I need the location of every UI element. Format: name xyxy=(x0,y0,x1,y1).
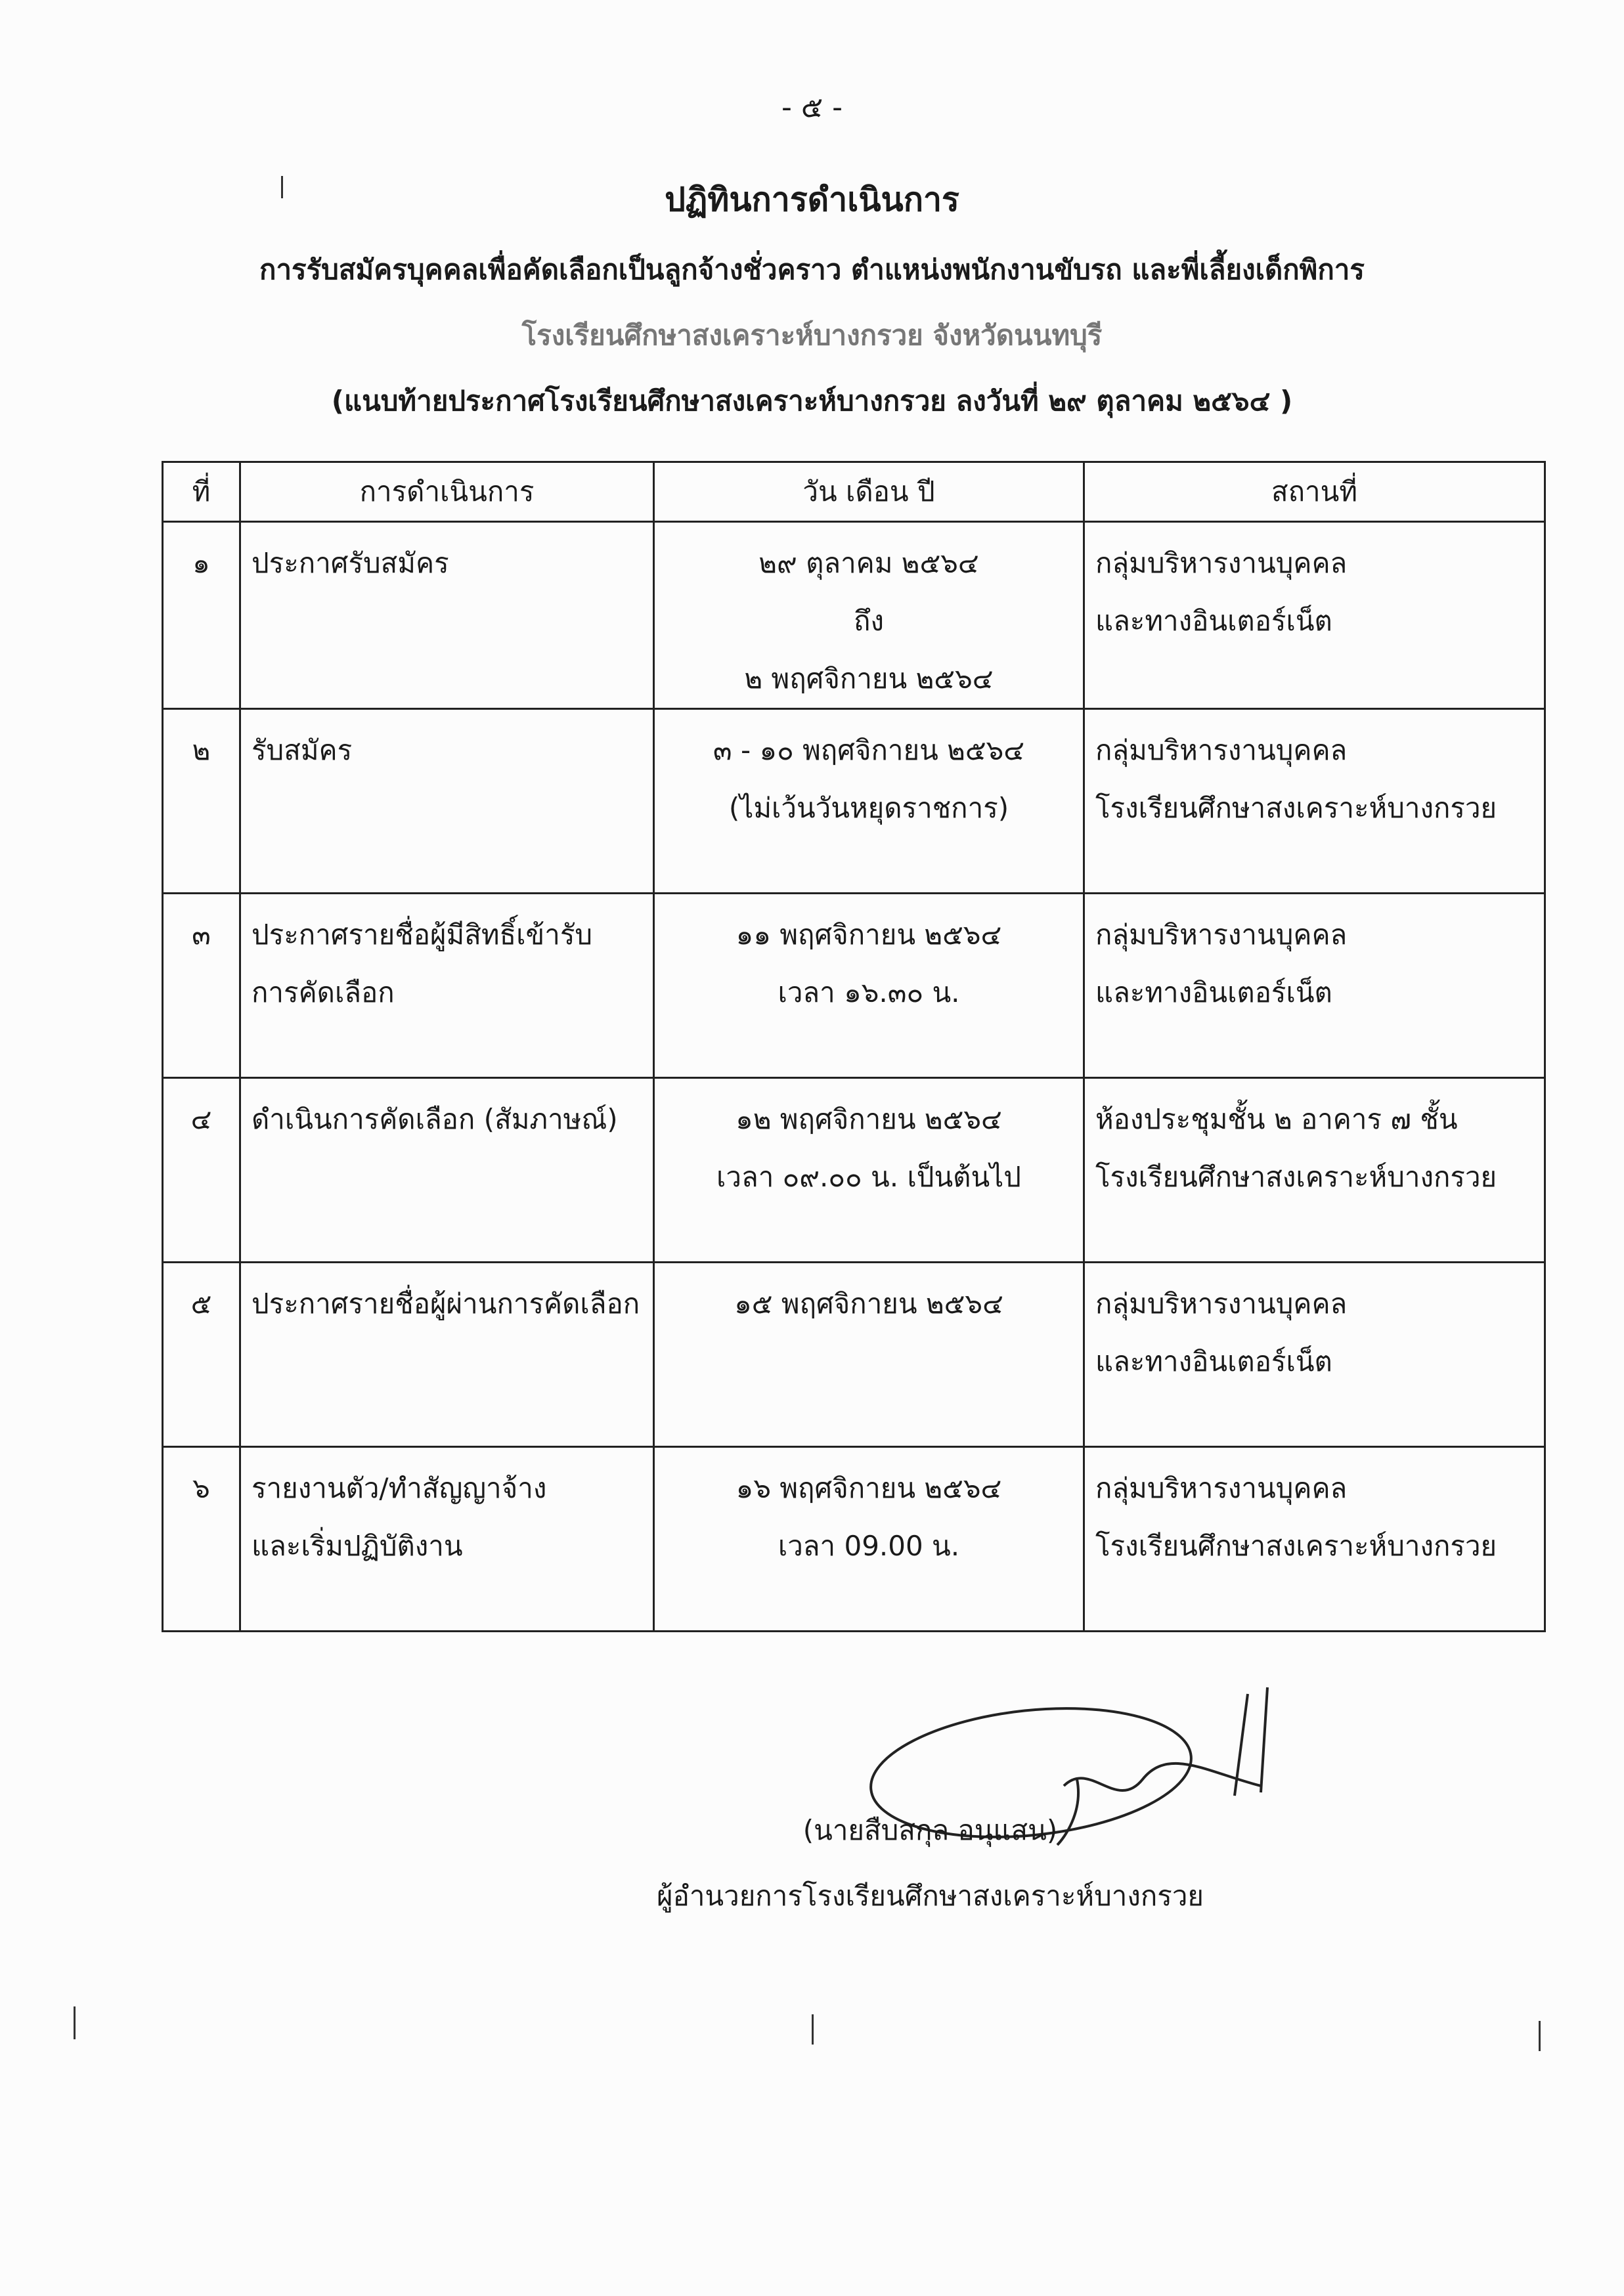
cell-place xyxy=(1084,522,1545,709)
header-subtitle: การรับสมัครบุคคลเพื่อคัดเลือกเป็นลูกจ้างชั่วคราว ตำแหน่งพนักงานขับรถ และพี่เลี้ยงเด็กพิการ xyxy=(259,253,1365,286)
cell-place-line: และทางอินเตอร์เน็ต xyxy=(1095,976,1332,1008)
cell-date-line: เวลา ๑๖.๓๐ น. xyxy=(778,976,960,1008)
table-row xyxy=(163,709,1545,894)
cell-no: ๖ xyxy=(163,1447,240,1632)
cell-date-line: ๑๖ พฤศจิกายน ๒๕๖๔ xyxy=(735,1472,1002,1504)
cell-action-line: และเริ่มปฏิบัติงาน xyxy=(252,1530,463,1562)
cell-place-line: กลุ่มบริหารงานบุคคล xyxy=(1095,1288,1348,1320)
scan-mark xyxy=(812,2014,814,2045)
cell-place-line: โรงเรียนศึกษาสงเคราะห์บางกรวย xyxy=(1095,792,1497,824)
cell-action xyxy=(240,1447,654,1632)
cell-date-line: (ไม่เว้นวันหยุดราชการ) xyxy=(728,792,1009,824)
cell-action xyxy=(240,894,654,1078)
header-no: ที่ xyxy=(163,462,240,522)
table-row xyxy=(163,522,1545,709)
cell-action-line: รายงานตัว/ทำสัญญาจ้าง xyxy=(252,1472,547,1504)
cell-place-line: กลุ่มบริหารงานบุคคล xyxy=(1095,919,1348,951)
cell-action-line: ประกาศรายชื่อผู้ผ่านการคัดเลือก xyxy=(252,1288,640,1320)
page-number: - ๕ - xyxy=(781,91,843,124)
cell-action xyxy=(240,1263,654,1447)
table-body xyxy=(163,522,1545,1632)
cell-date xyxy=(654,1263,1084,1447)
header-place: สถานที่ xyxy=(1084,462,1545,522)
cell-place xyxy=(1084,1447,1545,1632)
cell-no: ๑ xyxy=(163,522,240,709)
scan-mark xyxy=(1539,2021,1541,2051)
cell-place xyxy=(1084,709,1545,894)
cell-place-line: โรงเรียนศึกษาสงเคราะห์บางกรวย xyxy=(1095,1161,1497,1193)
scan-mark xyxy=(281,176,283,198)
cell-no: ๓ xyxy=(163,894,240,1078)
header-date: วัน เดือน ปี xyxy=(654,462,1084,522)
cell-place-line: และทางอินเตอร์เน็ต xyxy=(1095,1345,1332,1377)
schedule-table xyxy=(162,461,1546,1632)
cell-action-line: รับสมัคร xyxy=(252,734,353,766)
table-row xyxy=(163,894,1545,1078)
cell-date-line: ๑๕ พฤศจิกายน ๒๕๖๔ xyxy=(734,1288,1003,1320)
signatory-name: (นายสืบสกุล อนุแสน) xyxy=(802,1814,1058,1846)
cell-date xyxy=(654,709,1084,894)
cell-action-line: ประกาศรายชื่อผู้มีสิทธิ์เข้ารับ xyxy=(252,919,593,951)
table-row xyxy=(163,1447,1545,1632)
cell-place-line: กลุ่มบริหารงานบุคคล xyxy=(1095,1472,1348,1504)
cell-action-line: ประกาศรับสมัคร xyxy=(252,547,449,579)
signatory-title: ผู้อำนวยการโรงเรียนศึกษาสงเคราะห์บางกรวย xyxy=(656,1880,1204,1912)
cell-date xyxy=(654,1447,1084,1632)
table-header-row xyxy=(163,462,1545,522)
cell-place xyxy=(1084,1078,1545,1263)
cell-date xyxy=(654,894,1084,1078)
cell-place xyxy=(1084,894,1545,1078)
document-header xyxy=(0,174,1624,423)
cell-place-line: และทางอินเตอร์เน็ต xyxy=(1095,605,1332,637)
document-title: ปฏิทินการดำเนินการ xyxy=(665,181,959,219)
cell-date-line: ๒๙ ตุลาคม ๒๕๖๔ xyxy=(758,547,979,579)
cell-place-line: โรงเรียนศึกษาสงเคราะห์บางกรวย xyxy=(1095,1530,1497,1562)
cell-no: ๕ xyxy=(163,1263,240,1447)
scan-mark xyxy=(74,2006,76,2039)
cell-date-line: ๓ - ๑๐ พฤศจิกายน ๒๕๖๔ xyxy=(713,734,1025,766)
cell-action xyxy=(240,1078,654,1263)
table-row xyxy=(163,1078,1545,1263)
cell-date xyxy=(654,1078,1084,1263)
cell-place-line: กลุ่มบริหารงานบุคคล xyxy=(1095,547,1348,579)
cell-date-line: เวลา ๐๙.๐๐ น. เป็นต้นไป xyxy=(716,1161,1021,1193)
table-row xyxy=(163,1263,1545,1447)
header-school: โรงเรียนศึกษาสงเคราะห์บางกรวย จังหวัดนนทบุรี xyxy=(521,319,1103,351)
cell-date xyxy=(654,522,1084,709)
cell-date-line: ถึง xyxy=(854,605,884,637)
header-attachment-note: (แนบท้ายประกาศโรงเรียนศึกษาสงเคราะห์บางกรวย ลงวันที่ ๒๙ ตุลาคม ๒๕๖๔ ) xyxy=(331,385,1293,417)
cell-place xyxy=(1084,1263,1545,1447)
cell-date-line: ๑๒ พฤศจิกายน ๒๕๖๔ xyxy=(735,1103,1002,1135)
cell-no: ๒ xyxy=(163,709,240,894)
header-action: การดำเนินการ xyxy=(240,462,654,522)
cell-date-line: ๑๑ พฤศจิกายน ๒๕๖๔ xyxy=(735,919,1002,951)
cell-action xyxy=(240,522,654,709)
cell-date-line: เวลา 09.00 น. xyxy=(778,1530,960,1562)
cell-action xyxy=(240,709,654,894)
cell-action-line: ดำเนินการคัดเลือก (สัมภาษณ์) xyxy=(252,1103,618,1135)
cell-place-line: กลุ่มบริหารงานบุคคล xyxy=(1095,734,1348,766)
cell-action-line: การคัดเลือก xyxy=(252,976,395,1008)
cell-no: ๔ xyxy=(163,1078,240,1263)
cell-place-line: ห้องประชุมชั้น ๒ อาคาร ๗ ชั้น xyxy=(1095,1103,1458,1135)
cell-date-line: ๒ พฤศจิกายน ๒๕๖๔ xyxy=(744,662,994,695)
